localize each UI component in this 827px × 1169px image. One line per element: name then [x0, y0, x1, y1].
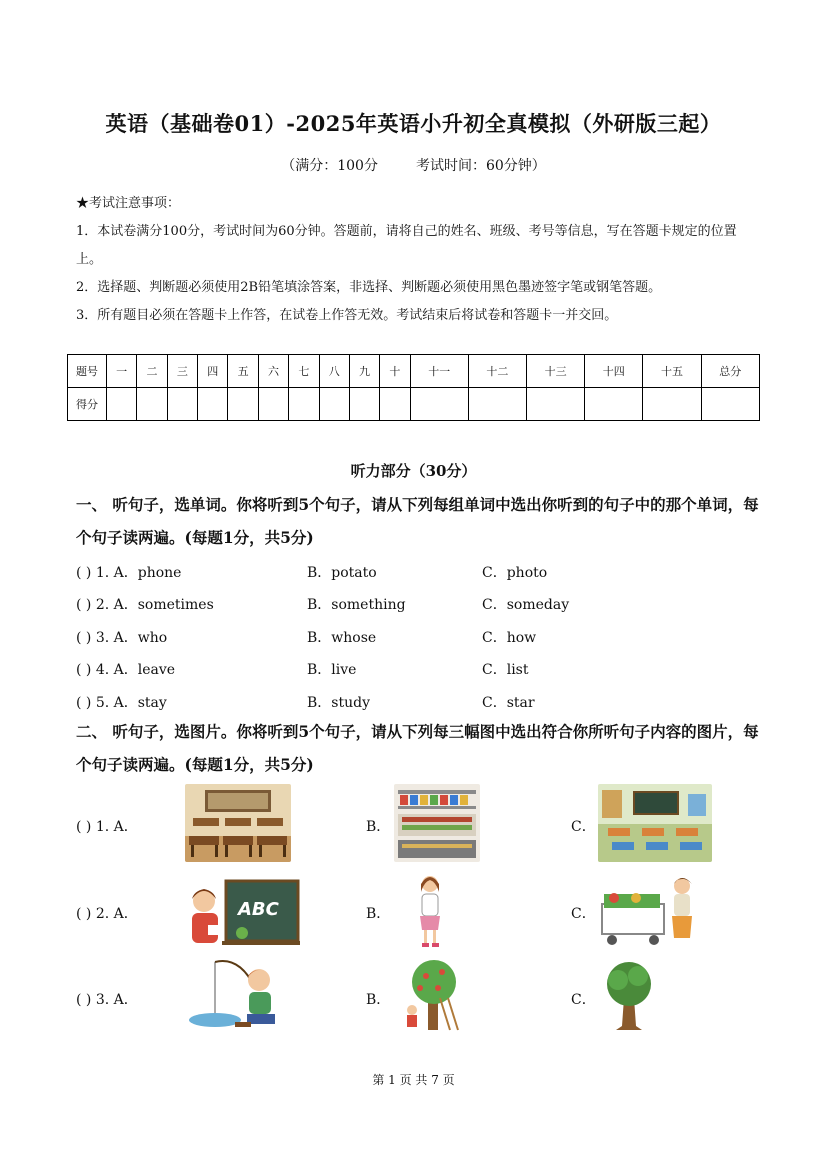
score-cell: [380, 388, 410, 421]
option-b: B．something: [307, 597, 406, 613]
score-cell: [107, 388, 137, 421]
col-header: 十二: [468, 355, 526, 388]
teacher-abc-board-image: [184, 879, 300, 951]
option-b: B．study: [307, 695, 370, 711]
section2-instruction: 二、 听句子，选图片。你将听到5个句子，请从下列每三幅图中选出符合你所听句子内容的图片，每个句子读两遍。(每题1分，共5分): [76, 722, 759, 774]
score-table: [67, 354, 760, 421]
supermarket-shelves-image: [394, 784, 480, 862]
note-item: 3．所有题目必须在答题卡上作答，在试卷上作答无效。考试结束后将试卷和答题卡一并交回。: [76, 308, 618, 323]
option-b: B．: [366, 992, 391, 1008]
col-header: 七: [289, 355, 319, 388]
col-header: 十五: [643, 355, 701, 388]
question-a: ( ) 3. A．: [76, 992, 138, 1008]
abc-board-text: ABC: [238, 899, 279, 920]
col-header: 总分: [701, 355, 759, 388]
score-cell: [585, 388, 643, 421]
exam-notes: [76, 190, 756, 330]
option-c: C．someday: [482, 597, 570, 613]
question-row: [76, 594, 776, 620]
exam-time: 考试时间：60分钟）: [415, 158, 546, 174]
option-b: B．: [366, 819, 391, 835]
col-header: 四: [198, 355, 228, 388]
score-cell: [701, 388, 759, 421]
option-c: C．: [571, 906, 596, 922]
score-cell: [319, 388, 349, 421]
col-header: 二: [137, 355, 167, 388]
page-footer: 第 1 页 共 7 页: [372, 1073, 455, 1087]
col-header: 三: [167, 355, 197, 388]
question-a: ( ) 1. A．: [76, 819, 138, 835]
question-a: ( ) 5. A．stay: [76, 695, 167, 711]
question-row: [76, 627, 776, 653]
section1-instruction: 一、 听句子，选单词。你将听到5个句子，请从下列每组单词中选出你听到的句子中的那个单词，每个句子读两遍。(每题1分，共5分): [76, 495, 759, 547]
score-cell: [643, 388, 701, 421]
score-table-header-row: [68, 355, 760, 388]
question-a: ( ) 1. A．phone: [76, 565, 182, 581]
question-a: ( ) 3. A．who: [76, 630, 168, 646]
row-label: 得分: [68, 388, 107, 421]
listening-section-title: 听力部分（30分）: [350, 462, 477, 480]
row-label: 题号: [68, 355, 107, 388]
option-b: B．: [366, 906, 391, 922]
exam-info: [0, 155, 827, 175]
question-a: ( ) 4. A．leave: [76, 662, 176, 678]
question-a: ( ) 2. A．sometimes: [76, 597, 214, 613]
question-row: [76, 562, 776, 588]
score-table-score-row: [68, 388, 760, 421]
option-c: C．star: [482, 695, 535, 711]
option-b: B．live: [307, 662, 357, 678]
col-header: 一: [107, 355, 137, 388]
col-header: 五: [228, 355, 258, 388]
score-cell: [137, 388, 167, 421]
option-b: B．potato: [307, 565, 377, 581]
score-cell: [468, 388, 526, 421]
score-cell: [410, 388, 468, 421]
option-c: C．: [571, 819, 596, 835]
page-title: 英语（基础卷01）-2025年英语小升初全真模拟（外研版三起）: [105, 111, 722, 136]
col-header: 六: [258, 355, 288, 388]
boy-fishing-image: [185, 958, 281, 1034]
col-header: 八: [319, 355, 349, 388]
shopping-cart-image: [598, 872, 700, 950]
col-header: 十四: [585, 355, 643, 388]
score-cell: [289, 388, 319, 421]
question-row: [76, 659, 776, 685]
score-cell: [258, 388, 288, 421]
col-header: 十: [380, 355, 410, 388]
full-score: （满分：100分: [281, 158, 378, 174]
score-cell: [198, 388, 228, 421]
question-a: ( ) 2. A．: [76, 906, 138, 922]
note-item: 2．选择题、判断题必须使用2B铅笔填涂答案，非选择、判断题必须使用黑色墨迹签字笔或钢笔答题。: [76, 280, 662, 295]
classroom-desks-image: [185, 784, 291, 862]
classroom-blackboard-image: [598, 784, 712, 862]
score-cell: [167, 388, 197, 421]
option-c: C．: [571, 992, 596, 1008]
girl-standing-image: [410, 872, 450, 950]
option-c: C．how: [482, 630, 537, 646]
score-cell: [349, 388, 379, 421]
score-cell: [228, 388, 258, 421]
note-item: 1．本试卷满分100分，考试时间为60分钟。答题前，请将自己的姓名、班级、考号等信息，写在答题卡规定的位置上。: [76, 224, 737, 267]
score-cell: [527, 388, 585, 421]
option-c: C．photo: [482, 565, 548, 581]
col-header: 十一: [410, 355, 468, 388]
apple-tree-kids-image: [398, 958, 470, 1034]
option-c: C．list: [482, 662, 529, 678]
notes-heading: ★考试注意事项：: [76, 196, 181, 211]
col-header: 十三: [527, 355, 585, 388]
tree-image: [600, 958, 658, 1032]
option-b: B．whose: [307, 630, 377, 646]
col-header: 九: [349, 355, 379, 388]
